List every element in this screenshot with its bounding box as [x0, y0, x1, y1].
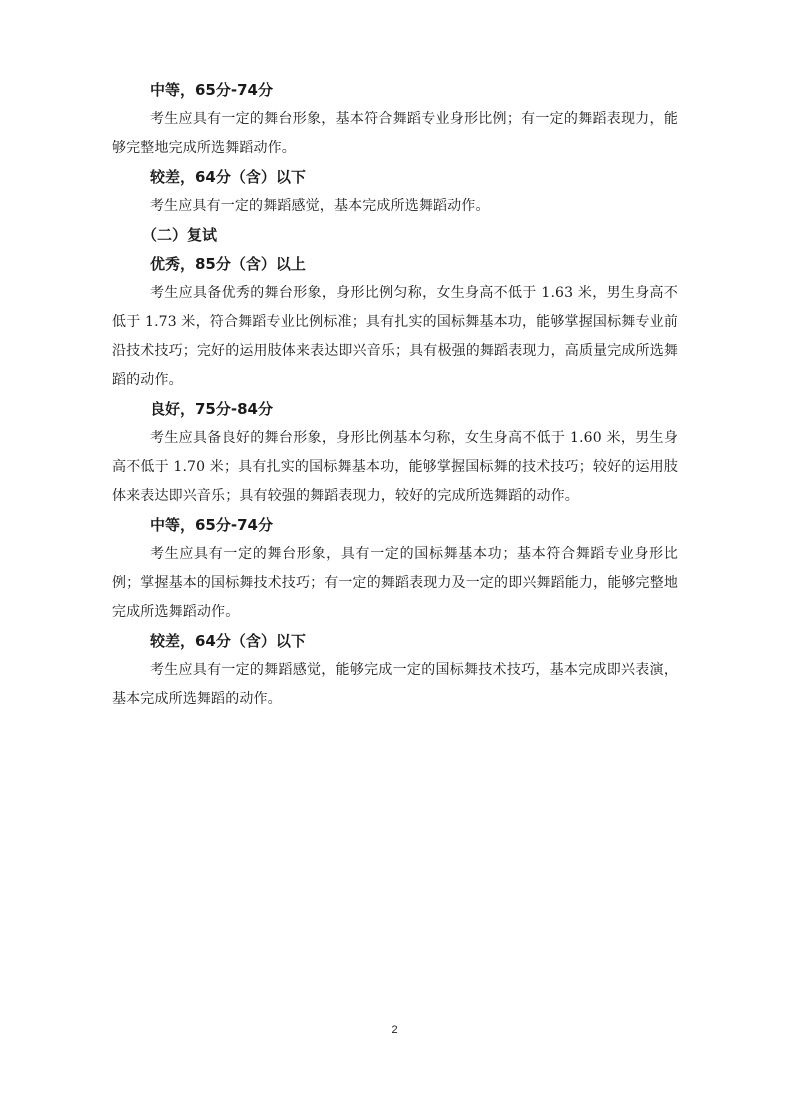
criteria-paragraph: 考生应具有一定的舞蹈感觉，基本完成所选舞蹈动作。: [150, 198, 490, 214]
grade-heading-excellent: 优秀，85分（含）以上: [150, 255, 306, 273]
criteria-paragraph: 考生应具备良好的舞台形象，身形比例基本匀称，女生身高不低于 1.60 米，男生身高不低于 1.70 米；具有扎实的国标舞基本功，能够掌握国标舞的技术技巧；较好的运用肢体来表达即兴音乐；具有较强的舞蹈表现力，较好的完成所选舞蹈的动作。: [112, 430, 678, 504]
grade-heading-initial-poor: 较差，64分（含）以下: [150, 168, 306, 186]
criteria-paragraph: 考生应具有一定的舞蹈感觉，能够完成一定的国标舞技术技巧，基本完成即兴表演，基本完成所选舞蹈的动作。: [112, 662, 678, 707]
grade-heading-medium: 中等，65分-74分: [150, 516, 273, 534]
grade-heading-initial-medium: 中等，65分-74分: [150, 81, 273, 99]
page-number: 2: [391, 1024, 398, 1036]
criteria-paragraph: 考生应具有一定的舞台形象，具有一定的国标舞基本功；基本符合舞蹈专业身形比例；掌握基本的国标舞技术技巧；有一定的舞蹈表现力及一定的即兴舞蹈能力，能够完整地完成所选舞蹈动作。: [112, 546, 678, 620]
criteria-paragraph: 考生应具有一定的舞台形象，基本符合舞蹈专业身形比例；有一定的舞蹈表现力，能够完整地完成所选舞蹈动作。: [112, 111, 678, 156]
document-body: [112, 76, 678, 714]
grade-heading-good: 良好，75分-84分: [150, 400, 273, 418]
section-heading-retest: （二）复试: [142, 226, 218, 244]
criteria-paragraph: 考生应具备优秀的舞台形象，身形比例匀称，女生身高不低于 1.63 米，男生身高不低于 1.73 米，符合舞蹈专业比例标准；具有扎实的国标舞基本功，能够掌握国标舞专业前沿技术技巧；完好的运用肢体来表达即兴音乐；具有极强的舞蹈表现力，高质量完成所选舞蹈的动作。: [112, 285, 678, 388]
grade-heading-poor: 较差，64分（含）以下: [150, 632, 306, 650]
